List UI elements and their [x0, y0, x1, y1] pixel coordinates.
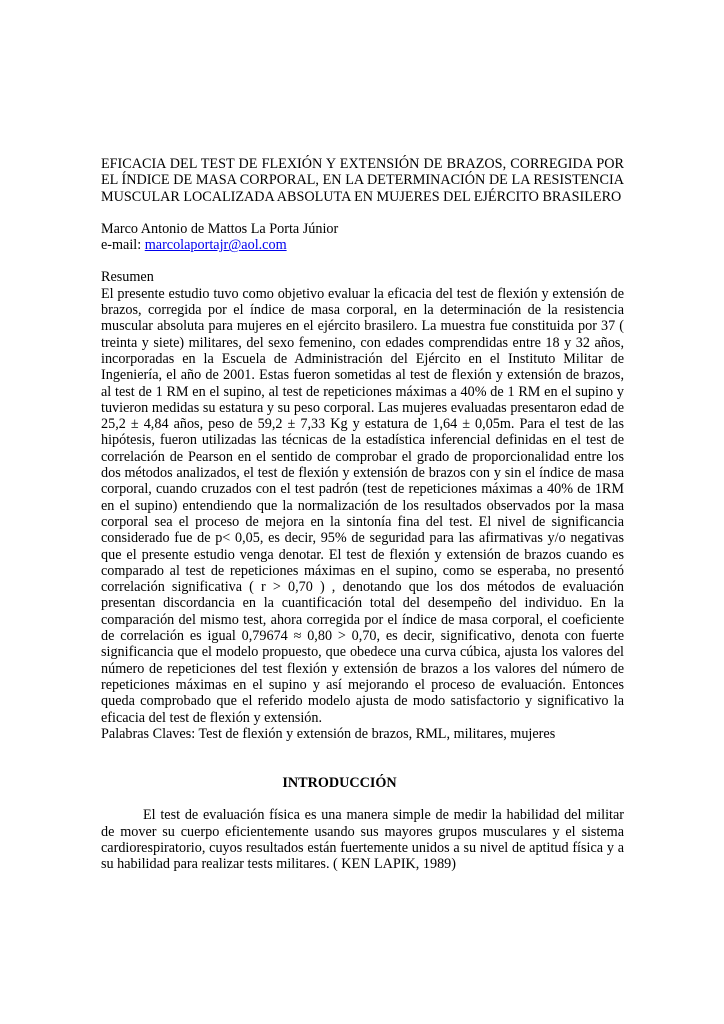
paper-title: EFICACIA DEL TEST DE FLEXIÓN Y EXTENSIÓN DE BRAZOS, CORREGIDA POR EL ÍNDICE DE MASA CORPORAL, EN LA DETERMINACIÓN DE LA RESISTENCIA MUSCULAR LOCALIZADA ABSOLUTA EN MUJERES DEL EJÉRCITO BRASILERO — [101, 156, 624, 205]
abstract-body: El presente estudio tuvo como objetivo evaluar la eficacia del test de flexión y extensión de brazos, corregida por el índice de masa corporal, en la determinación de la resistencia muscular absoluta para mujeres en el ejército brasilero. La muestra fue constituida por 37 ( treinta y siete) militares, del sexo femenino, con edades comprendidas entre 18 y 32 años, incorporadas en la Escuela de Administración del Ejército en el Instituto Militar de Ingeniería, el año de 2001. Estas fueron sometidas al test de flexión y extensión de brazos, al test de 1 RM en el supino, al test de repeticiones máximas a 40% de 1 RM en el supino y tuvieron medidas su estatura y su peso corporal. Las mujeres evaluadas presentaron edad de 25,2 ± 4,84 años, peso de 59,2 ± 7,33 Kg y estatura de 1,64 ± 0,05m. Para el test de las hipótesis, fueron utilizadas las técnicas de la estadística inferencial definidas en el test de correlación de Pearson en el sentido de comprobar el grado de proporcionalidad entre los dos métodos analizados, el test de flexión y extensión de brazos con y sin el índice de masa corporal, cuando cruzados con el test padrón (test de repeticiones máximas a 40% de 1RM en el supino) entendiendo que la normalización de los resultados observados por la masa corporal sea el proceso de mejora en la sintonía fina del test. El nivel de significancia considerado fue de p< 0,05, es decir, 95% de seguridad para las afirmativas y/o negativas que el presente estudio venga denotar. El test de flexión y extensión de brazos cuando es comparado al test de repeticiones máximas en el supino, como se esperaba, no presentó correlación significativa ( r > 0,70 ) , denotando que los dos métodos de evaluación presentan discordancia en la cuantificación total del desempeño del individuo. En la comparación del mismo test, ahora corregida por el índice de masa corporal, el coeficiente de correlación es igual 0,79674 ≈ 0,80 > 0,70, es decir, significativo, denota con fuerte significancia que el modelo propuesto, que obedece una curva cúbica, ajusta los valores del número de repeticiones del test flexión y extensión de brazos a los valores del número de repeticiones máximas en el supino y así mejorando el proceso de evaluación. Entonces queda comprobado que el referido modelo ajusta de modo satisfactorio y significativo la eficacia del test de flexión y extensión. — [101, 285, 624, 726]
document-page — [101, 156, 624, 887]
abstract-heading: Resumen — [101, 269, 154, 286]
intro-paragraph: El test de evaluación física es una manera simple de medir la habilidad del militar de mover su cuerpo eficientemente usando sus mayores grupos musculares y el sistema cardiorespiratorio, cuyos resultados están fuertemente unidos a su nivel de aptitud física y a su habilidad para realizar tests militares. ( KEN LAPIK, 1989) — [101, 807, 624, 873]
section-heading-introduccion: INTRODUCCIÓN — [282, 775, 397, 792]
author-email-line — [101, 237, 624, 253]
email-label: e-mail: — [101, 237, 145, 254]
keywords: Palabras Claves: Test de flexión y extensión de brazos, RML, militares, mujeres — [101, 725, 556, 742]
author-name: Marco Antonio de Mattos La Porta Júnior — [101, 220, 339, 237]
email-link[interactable]: marcolaportajr@aol.com — [144, 237, 287, 254]
